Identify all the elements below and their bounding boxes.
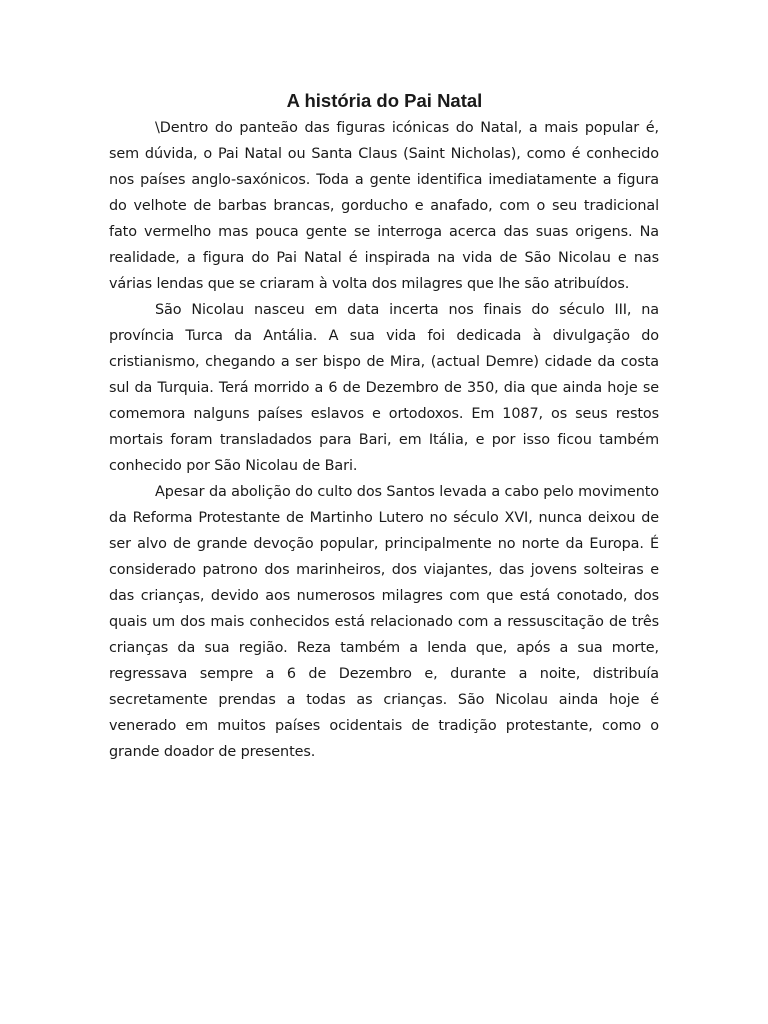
document-title: A história do Pai Natal: [286, 90, 483, 111]
document-page: [109, 88, 659, 765]
paragraph-3: Apesar da abolição do culto dos Santos levada a cabo pelo movimento da Reforma Protestante de Martinho Lutero no século XVI, nunca deixou de ser alvo de grande devoção popular, principalmente no norte da Europa. É considerado patrono dos marinheiros, dos viajantes, das jovens solteiras e das crianças, devido aos numerosos milagres com que está conotado, dos quais um dos mais conhecidos está relacionado com a ressuscitação de três crianças da sua região. Reza também a lenda que, após a sua morte, regressava sempre a 6 de Dezembro e, durante a noite, distribuía secretamente prendas a todas as crianças. São Nicolau ainda hoje é venerado em muitos países ocidentais de tradição protestante, como o grande doador de presentes.: [109, 484, 659, 760]
paragraph-2: São Nicolau nasceu em data incerta nos finais do século III, na província Turca da Antália. A sua vida foi dedicada à divulgação do cristianismo, chegando a ser bispo de Mira, (actual Demre) cidade da costa sul da Turquia. Terá morrido a 6 de Dezembro de 350, dia que ainda hoje se comemora nalguns países eslavos e ortodoxos. Em 1087, os seus restos mortais foram transladados para Bari, em Itália, e por isso ficou também conhecido por São Nicolau de Bari.: [109, 302, 659, 474]
paragraph-1: \Dentro do panteão das figuras icónicas do Natal, a mais popular é, sem dúvida, o Pai Natal ou Santa Claus (Saint Nicholas), como é conhecido nos países anglo-saxónicos. Toda a gente identifica imediatamente a figura do velhote de barbas brancas, gorducho e anafado, com o seu tradicional fato vermelho mas pouca gente se interroga acerca das suas origens. Na realidade, a figura do Pai Natal é inspirada na vida de São Nicolau e nas várias lendas que se criaram à volta dos milagres que lhe são atribuídos.: [109, 120, 659, 292]
